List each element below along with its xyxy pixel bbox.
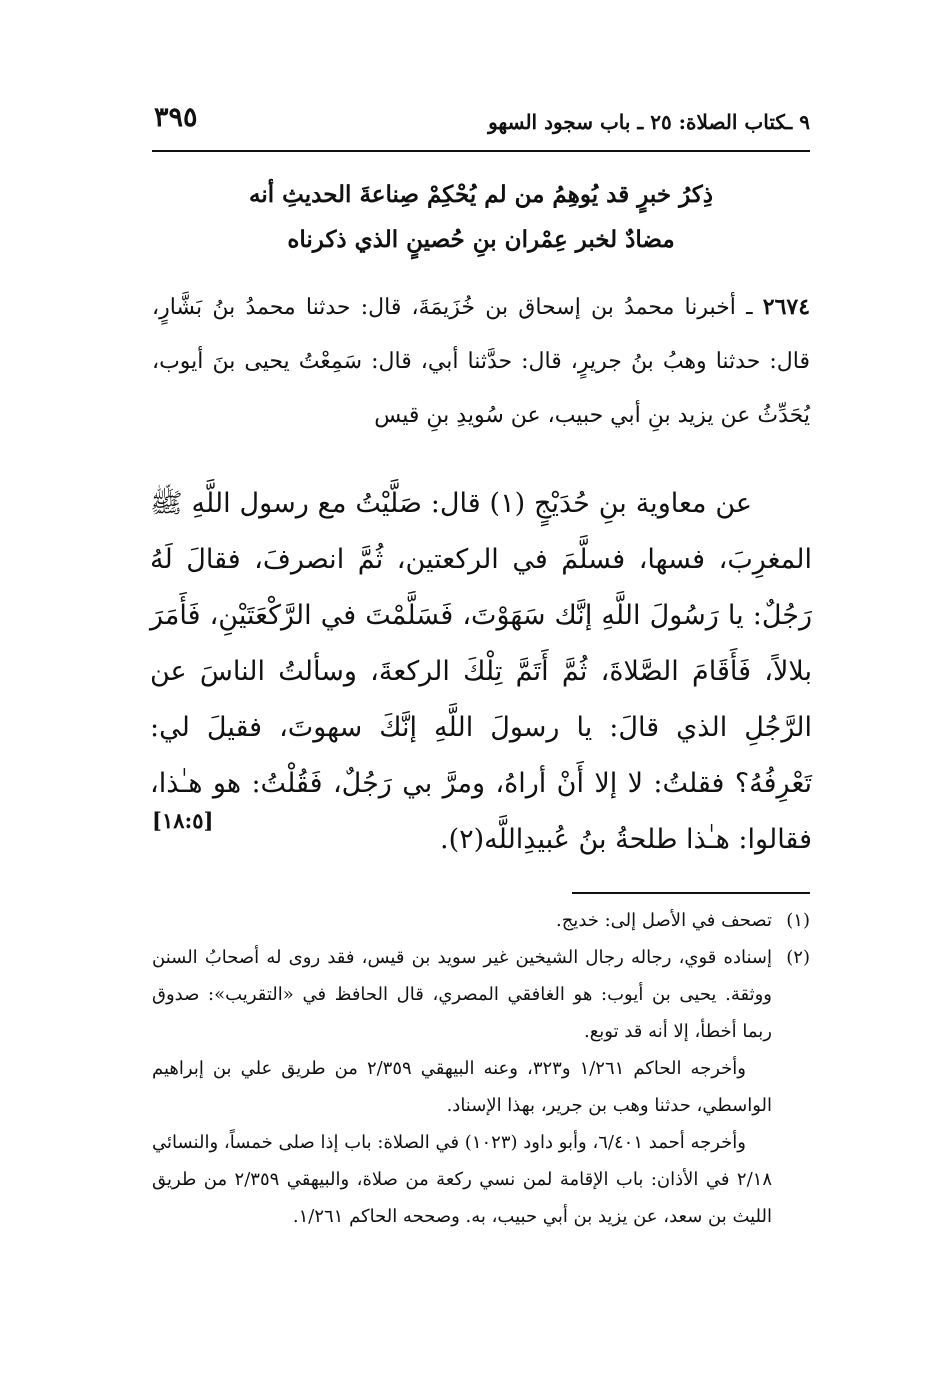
footnote-1 xyxy=(152,902,810,939)
chapter-title-line-1: ذِكرُ خبرٍ قد يُوهِمُ من لم يُحْكِمْ صِناعةَ الحديثِ أنه xyxy=(249,181,713,208)
footnote-rule xyxy=(572,892,810,894)
chapter-title-line-2: مضادٌ لخبر عِمْران بنِ حُصينٍ الذي ذكرناه xyxy=(287,226,675,253)
page-header xyxy=(152,96,810,148)
matn-text: عن معاوية بنِ حُدَيْجٍ (١) قال: صَلَّيْتُ مع رسول اللَّهِ ﷺ المغرِبَ، فسها، فسلَّمَ في الركعتين، ثُمَّ انصرفَ، فقالَ لَهُ رَجُلٌ: يا رَسُولَ اللَّهِ إنَّك سَهَوْتَ، فَسَلَّمْتَ في الرَّكْعَتَيْنِ، فَأَمَرَ بلالاً، فَأَقَامَ الصَّلاةَ، ثُمَّ أَتَمَّ تِلْكَ الركعةَ، وسألتُ الناسَ عن الرَّجُلِ الذي قالَ: يا رسولَ اللَّهِ إنَّكَ سهوتَ، فقيلَ لي: تَعْرِفُهُ؟ فقلتُ: لا إلا أَنْ أراهُ، ومرَّ بي رَجُلٌ، فَقُلْتُ: هو هـٰذا، فقالوا: هـٰذا طلحةُ بنُ عُبيدِاللَّه(٢). xyxy=(150,488,812,855)
footnote-text: وأخرجه أحمد ٦/٤٠١، وأبو داود (١٠٢٣) في الصلاة: باب إذا صلى خمساً، والنسائي ٢/١٨ في الأذان: باب الإقامة لمن نسي ركعة من صلاة، والبيهقي ٢/٣٥٩ من طريق الليث بن سعد، عن يزيد بن أبي حبيب، به. وصححه الحاكم ١/٢٦١. xyxy=(152,1132,772,1227)
hadith-reference: [١٨:٥] xyxy=(152,808,214,833)
footnote-text: وأخرجه الحاكم ١/٢٦١ و٣٢٣، وعنه البيهقي ٢/٣٥٩ من طريق علي بن إبراهيم الواسطي، حدثنا وهب بن جرير، بهذا الإسناد. xyxy=(152,1058,772,1116)
running-head: ٩ ـكتاب الصلاة: ٢٥ ـ باب سجود السهو xyxy=(488,110,810,134)
footnote-marker: (١) xyxy=(786,910,810,931)
isnad-text: ـ أخبرنا محمدُ بن إسحاق بن خُزَيمَةَ، قال: حدثنا محمدُ بنُ بَشَّارٍ، قال: حدثنا وهبُ بنُ جريرٍ، قال: حدَّثنا أبي، قال: سَمِعْتُ يحيى بنَ أيوب، يُحَدِّثُ عن يزيد بنِ أبي حبيب، عن سُويدِ بنِ قيس xyxy=(152,295,810,428)
page-number: ٣٩٥ xyxy=(154,102,198,133)
footnote-2 xyxy=(152,939,810,1235)
footnotes xyxy=(152,902,810,1235)
hadith-matn xyxy=(150,476,812,868)
footnote-text: تصحف في الأصل إلى: خديج. xyxy=(555,910,772,931)
footnote-text: إسناده قوي، رجاله رجال الشيخين غير سويد بن قيس، فقد روى له أصحابُ السنن ووثقة. يحيى بن أيوب: هو الغافقي المصري، قال الحافظ في «التقريب»: صدوق ربما أخطأ، إلا أنه قد توبع. xyxy=(152,947,772,1042)
hadith-number: ٢٦٧٤ xyxy=(762,294,811,320)
header-rule xyxy=(152,150,810,152)
footnote-marker: (٢) xyxy=(786,947,810,968)
hadith-isnad xyxy=(152,280,810,443)
chapter-title xyxy=(152,172,810,262)
